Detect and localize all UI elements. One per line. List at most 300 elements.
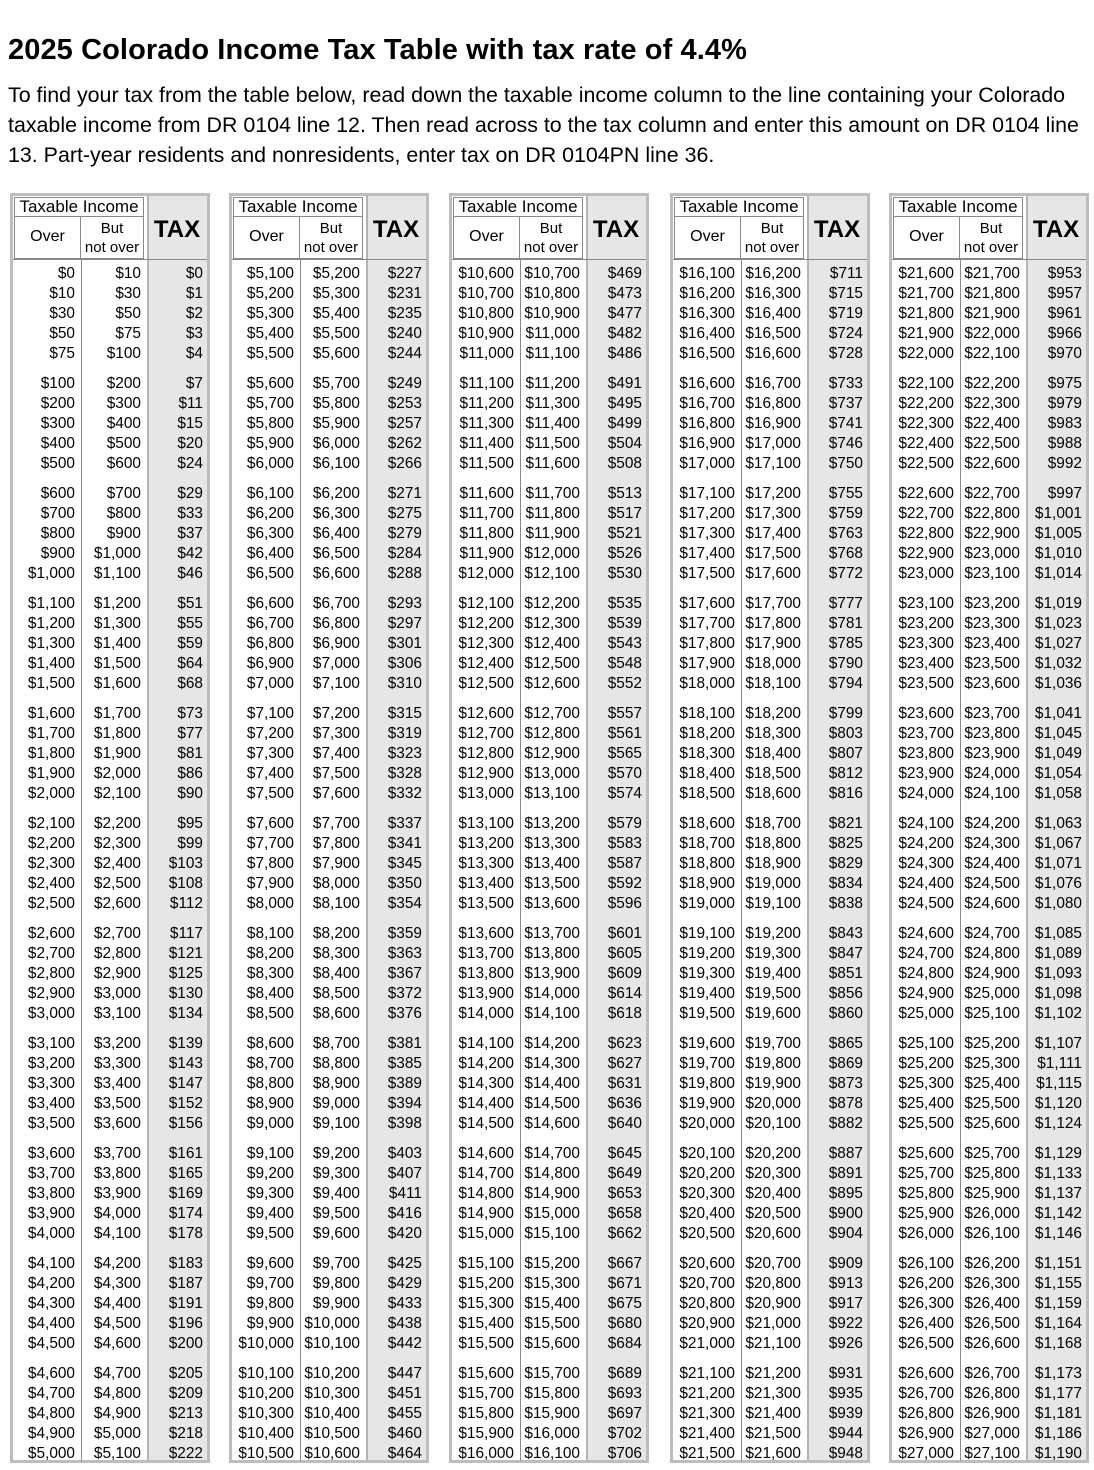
over-value: $2,300 [27,855,75,873]
tax-value: $394 [387,1095,422,1113]
but-not-over-value: $4,000 [93,1205,141,1223]
but-not-over-value: $10,200 [304,1364,360,1382]
but-not-over-value: $5,300 [312,285,360,303]
but-not-over-value: $17,400 [745,525,801,543]
table-row [452,1114,646,1134]
but-not-over-value: $15,700 [524,1364,580,1382]
over-value: $4,900 [27,1424,75,1442]
table-row [673,1294,867,1314]
table-row [673,284,867,304]
table-row [673,964,867,984]
but-not-over-value: $26,500 [964,1315,1020,1332]
table-row [13,924,207,944]
table-row [13,434,207,454]
table-rows [232,264,426,1464]
table-row [452,1384,646,1404]
but-not-over-value: $9,700 [312,1254,360,1272]
but-not-over-value: $15,100 [524,1225,580,1243]
tax-value: $134 [168,1005,203,1023]
tax-value: $279 [387,525,422,543]
over-value: $17,900 [679,655,735,673]
tax-value: $24 [177,455,203,473]
but-header-line2: not over [84,239,140,256]
over-value: $20,800 [679,1294,735,1312]
but-not-over-value: $12,200 [524,594,580,612]
tax-value: $174 [168,1205,203,1223]
table-row [892,1224,1086,1244]
table-row [452,764,646,784]
tax-value: $1,177 [1034,1384,1082,1402]
table-row [673,1034,867,1054]
but-not-over-value: $22,600 [964,455,1020,473]
over-value: $8,100 [246,924,294,942]
tax-value: $1,023 [1034,615,1082,632]
but-not-over-value: $24,200 [964,814,1020,832]
tax-value: $1,124 [1034,1115,1082,1133]
tax-value: $997 [1047,484,1082,502]
over-value: $11,700 [459,505,514,523]
but-not-over-value: $24,800 [964,944,1020,962]
tax-value: $913 [828,1274,863,1292]
over-value: $16,000 [458,1445,514,1463]
over-value: $26,000 [898,1225,954,1243]
table-row [673,414,867,434]
but-not-over-value: $10,500 [304,1424,360,1442]
table-row [232,614,426,634]
table-row [452,1094,646,1114]
table-row [892,1424,1086,1444]
over-value: $16,500 [679,345,735,363]
but-not-over-header [960,217,1023,259]
but-not-over-value: $3,000 [93,985,141,1003]
table-row [673,1114,867,1134]
tax-value: $601 [607,924,642,942]
tax-value: $433 [387,1294,422,1312]
over-value: $4,500 [27,1335,75,1353]
but-not-over-value: $7,400 [312,745,360,763]
over-header: Over [233,217,300,259]
over-value: $12,400 [458,655,514,673]
tax-value: $3 [185,325,203,343]
over-value: $16,200 [679,285,735,303]
over-value: $14,700 [458,1164,514,1182]
tax-value: $1,005 [1034,525,1082,543]
table-row [892,544,1086,564]
tax-value: $1,159 [1034,1294,1082,1312]
over-value: $7,300 [246,745,294,763]
but-not-over-value: $13,600 [524,895,580,913]
but-not-over-value: $12,600 [524,675,580,693]
over-value: $1,400 [27,655,75,673]
tax-value: $1,146 [1034,1225,1082,1243]
table-row [232,724,426,744]
tax-value: $935 [828,1384,863,1402]
header-divider [673,259,867,260]
over-value: $11,600 [459,484,514,502]
over-value: $11,200 [459,395,514,413]
table-row [232,1114,426,1134]
tax-value: $143 [168,1054,203,1072]
over-value: $1,700 [27,724,75,742]
table-row [892,834,1086,854]
over-value: $17,000 [679,455,735,473]
over-value: $17,100 [679,484,735,502]
tax-value: $706 [607,1445,642,1463]
tax-value: $1,019 [1034,594,1082,612]
table-row [673,1404,867,1424]
tax-value: $482 [607,325,642,343]
but-header-line1: But [539,220,563,237]
but-not-over-value: $13,000 [524,765,580,783]
table-row [13,834,207,854]
over-value: $24,200 [898,834,954,852]
over-value: $12,900 [458,765,514,783]
table-row [673,654,867,674]
but-not-over-value: $5,600 [312,345,360,363]
tax-value: $367 [387,965,422,982]
table-row [13,1074,207,1094]
over-value: $14,100 [458,1034,514,1052]
but-not-over-value: $10,700 [524,265,580,282]
tax-value: $565 [607,745,642,763]
over-value: $21,000 [679,1335,735,1353]
over-value: $14,200 [458,1054,514,1072]
table-row [232,704,426,724]
tax-value: $108 [168,875,203,893]
but-not-over-value: $14,000 [524,985,580,1003]
table-row [673,1054,867,1074]
table-row [232,1404,426,1424]
over-value: $2,000 [27,785,75,803]
over-value: $18,800 [679,855,735,873]
table-row [13,874,207,894]
over-value: $24,400 [898,875,954,893]
but-not-over-value: $6,700 [312,594,360,612]
over-value: $9,000 [246,1115,294,1133]
table-row [452,924,646,944]
tax-value: $15 [177,415,203,433]
over-value: $6,100 [246,484,294,502]
over-value: $25,200 [898,1054,954,1072]
over-value: $19,100 [679,924,735,942]
table-row [13,1224,207,1244]
over-value: $19,700 [679,1054,735,1072]
tax-value: $513 [607,484,642,502]
but-not-over-value: $10,600 [304,1445,360,1463]
but-not-over-value: $16,000 [524,1424,580,1442]
over-value: $10,200 [238,1384,294,1402]
over-value: $1,200 [27,615,75,632]
but-not-over-value: $12,700 [524,704,580,722]
tax-value: $1,102 [1034,1005,1082,1023]
tax-value: $697 [607,1404,642,1422]
table-row [673,1444,867,1464]
tax-value: $724 [828,325,863,343]
table-row [232,544,426,564]
tax-value: $191 [168,1294,203,1312]
but-not-over-value: $21,100 [745,1335,801,1353]
but-not-over-value: $12,900 [524,745,580,763]
table-row [892,854,1086,874]
over-value: $19,200 [679,944,735,962]
but-not-over-value: $13,900 [524,965,580,982]
tax-value: $271 [387,484,422,502]
over-value: $13,400 [458,875,514,893]
but-not-over-value: $4,400 [93,1294,141,1312]
tax-value: $684 [607,1335,642,1353]
tax-value: $772 [828,565,863,583]
but-not-over-value: $26,600 [964,1335,1020,1353]
over-value: $5,600 [246,374,294,392]
but-not-over-value: $5,800 [312,395,360,413]
but-not-over-value: $25,700 [964,1144,1020,1162]
but-not-over-value: $21,700 [964,265,1020,282]
over-value: $3,200 [27,1054,75,1072]
but-not-over-value: $12,100 [524,565,580,583]
but-not-over-value: $3,900 [93,1184,141,1202]
over-value: $10,600 [458,265,514,282]
but-header-line2: not over [744,239,800,256]
table-row [452,1314,646,1334]
over-value: $24,800 [898,965,954,982]
taxable-income-header: Taxable Income [893,197,1023,217]
header-divider [892,259,1086,260]
but-not-over-value: $14,500 [524,1095,580,1113]
tax-value: $77 [177,724,203,742]
table-row [892,764,1086,784]
table-row [892,724,1086,744]
taxable-income-header: Taxable Income [233,197,363,217]
over-value: $27,000 [898,1445,954,1463]
tax-value: $1,067 [1034,834,1082,852]
but-header-line2: not over [303,239,359,256]
table-row [452,304,646,324]
table-row [892,304,1086,324]
but-not-over-value: $6,100 [312,455,360,473]
over-value: $9,700 [246,1274,294,1292]
tax-value: $451 [387,1384,422,1402]
page-title: 2025 Colorado Income Tax Table with tax rate of 4.4% [8,34,748,66]
over-value: $17,700 [679,615,735,632]
but-not-over-value: $5,200 [312,265,360,282]
table-row [892,1074,1086,1094]
over-value: $15,900 [458,1424,514,1442]
table-row [13,1004,207,1024]
table-row [892,284,1086,304]
tax-value: $438 [387,1315,422,1332]
but-not-over-value: $20,400 [745,1184,801,1202]
tax-value: $235 [387,305,422,323]
table-row [232,764,426,784]
but-not-over-value: $9,300 [312,1164,360,1182]
tax-value: $46 [177,565,203,583]
table-row [673,1204,867,1224]
over-value: $25,700 [898,1164,954,1182]
but-not-over-value: $15,900 [524,1404,580,1422]
but-not-over-value: $16,100 [524,1445,580,1463]
but-not-over-value: $20,100 [745,1115,801,1133]
tax-value: $851 [828,965,863,982]
but-not-over-value: $22,300 [964,395,1020,413]
table-rows [892,264,1086,1464]
but-not-over-value: $23,000 [964,545,1020,563]
tax-value: $504 [607,435,642,453]
table-row [232,484,426,504]
tax-value: $381 [387,1034,422,1052]
table-row [232,324,426,344]
but-not-over-value: $11,900 [525,525,580,543]
over-value: $18,200 [679,724,735,742]
over-value: $12,100 [458,594,514,612]
tax-value: $37 [177,525,203,543]
tax-value: $636 [607,1095,642,1113]
but-not-over-value: $200 [106,374,141,392]
tax-value: $469 [607,265,642,282]
but-not-over-value: $6,300 [312,505,360,523]
over-value: $20,700 [679,1274,735,1292]
over-value: $16,900 [679,435,735,453]
but-not-over-value: $11,400 [525,415,580,433]
table-row [13,674,207,694]
over-value: $5,900 [246,435,294,453]
over-value: $18,700 [679,834,735,852]
but-not-over-value: $3,800 [93,1164,141,1182]
table-row [892,654,1086,674]
tax-value: $337 [387,814,422,832]
over-value: $18,300 [679,745,735,763]
table-row [673,874,867,894]
over-value: $400 [40,435,75,453]
over-value: $24,500 [898,895,954,913]
table-row [452,1334,646,1354]
over-value: $8,500 [246,1005,294,1023]
tax-value: $904 [828,1225,863,1243]
over-value: $9,500 [246,1225,294,1243]
table-row [13,1444,207,1464]
table-row [232,264,426,284]
over-value: $25,100 [898,1034,954,1052]
table-row [892,1274,1086,1294]
tax-value: $64 [177,655,203,673]
over-value: $10 [49,285,75,303]
tax-value: $926 [828,1335,863,1353]
tax-value: $979 [1047,395,1082,413]
tax-value: $552 [607,675,642,693]
tax-value: $1,080 [1034,895,1082,913]
over-value: $6,700 [246,615,294,632]
but-not-over-value: $21,900 [964,305,1020,323]
table-row [673,374,867,394]
but-not-over-value: $23,200 [964,594,1020,612]
table-row [13,634,207,654]
table-row [892,504,1086,524]
tax-value: $99 [177,834,203,852]
over-value: $9,300 [246,1184,294,1202]
but-not-over-value: $4,700 [93,1364,141,1382]
tax-value: $737 [828,395,863,413]
table-row [452,1364,646,1384]
but-not-over-value: $9,200 [312,1144,360,1162]
but-not-over-value: $23,600 [964,675,1020,693]
tax-value: $7 [185,374,203,392]
table-row [232,434,426,454]
over-value: $5,200 [246,285,294,303]
tax-value: $398 [387,1115,422,1133]
over-value: $15,200 [458,1274,514,1292]
tax-value: $574 [607,785,642,803]
table-row [452,984,646,1004]
tax-value: $1,120 [1034,1095,1082,1113]
table-row [673,1424,867,1444]
tax-value: $755 [828,484,863,502]
tax-value: $130 [168,985,203,1003]
over-value: $6,000 [246,455,294,473]
over-value: $24,900 [898,985,954,1003]
but-not-over-value: $18,700 [745,814,801,832]
table-row [452,1404,646,1424]
tax-value: $1,129 [1034,1144,1082,1162]
tax-value: $447 [387,1364,422,1382]
table-row [232,1004,426,1024]
over-value: $24,100 [898,814,954,832]
tax-value: $649 [607,1164,642,1182]
over-value: $5,700 [246,395,294,413]
table-row [673,984,867,1004]
tax-value: $825 [828,834,863,852]
table-row [452,394,646,414]
over-value: $17,300 [679,525,735,543]
over-value: $9,200 [246,1164,294,1182]
over-value: $3,500 [27,1115,75,1133]
table-row [232,1294,426,1314]
tax-value: $1,137 [1034,1184,1082,1202]
but-not-over-value: $14,200 [524,1034,580,1052]
tax-value: $213 [168,1404,203,1422]
tax-value: $1,036 [1034,675,1082,693]
but-not-over-value: $8,700 [312,1034,360,1052]
but-not-over-value: $14,400 [524,1074,580,1092]
table-row [673,1164,867,1184]
over-value: $22,600 [898,484,954,502]
but-not-over-value: $2,500 [93,875,141,893]
but-not-over-value: $16,800 [745,395,801,413]
tax-value: $961 [1047,305,1082,323]
table-row [452,504,646,524]
table-row [892,394,1086,414]
tax-value: $473 [607,285,642,303]
tax-value: $803 [828,724,863,742]
over-value: $12,500 [458,675,514,693]
over-header: Over [453,217,520,259]
table-row [673,544,867,564]
tax-value: $891 [828,1164,863,1182]
table-row [892,674,1086,694]
tax-value: $156 [168,1115,203,1133]
table-row [13,1144,207,1164]
table-row [452,894,646,914]
tax-value: $719 [828,305,863,323]
tax-value: $244 [387,345,422,363]
table-row [892,1054,1086,1074]
over-value: $15,300 [458,1294,514,1312]
tax-value: $763 [828,525,863,543]
but-not-over-value: $9,400 [312,1184,360,1202]
but-not-over-value: $100 [106,345,141,363]
over-value: $22,500 [898,455,954,473]
over-value: $26,100 [898,1254,954,1272]
tax-value: $81 [177,745,203,763]
but-not-over-value: $22,000 [964,325,1020,343]
